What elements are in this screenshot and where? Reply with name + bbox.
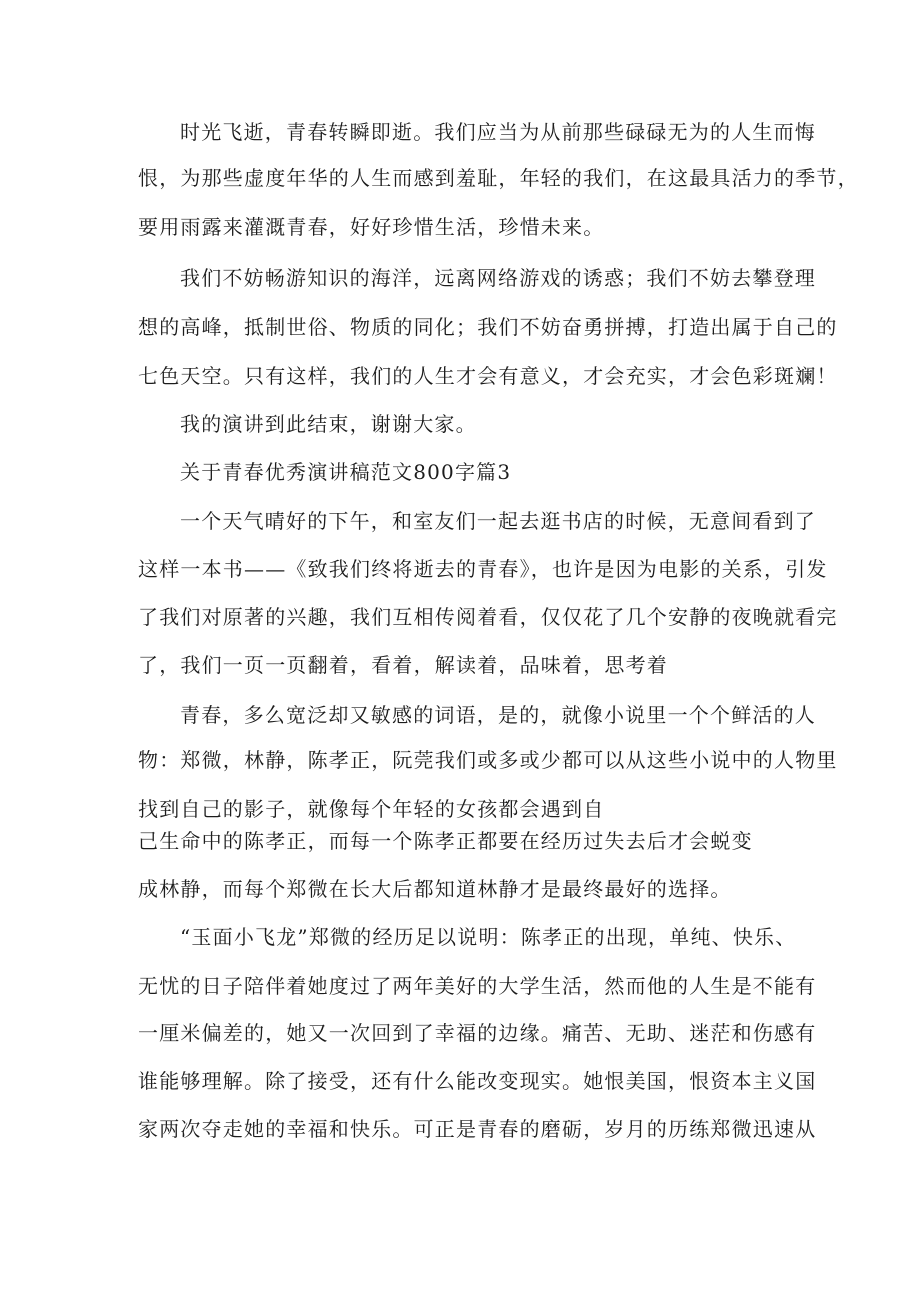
text-line: 无忧的日子陪伴着她度过了两年美好的大学生活，然而他的人生是不能有: [138, 974, 817, 998]
text-line: “玉面小飞龙”郑微的经历足以说明：陈孝正的出现，单纯、快乐、: [180, 925, 797, 949]
text-line: 己生命中的陈孝正，而每一个陈孝正都要在经历过失去后才会蜕变: [138, 829, 753, 853]
text-line: 时光飞逝，青春转瞬即逝。我们应当为从前那些碌碌无为的人生而悔: [180, 120, 816, 144]
text-line: 谁能够理解。除了接受，还有什么能改变现实。她恨美国，恨资本主义国: [138, 1069, 817, 1093]
text-line: 了，我们一页一页翻着，看着，解读着，品味着，思考着: [138, 653, 668, 677]
text-line: 一个天气晴好的下午，和室友们一起去逛书店的时候，无意间看到了: [180, 509, 816, 533]
section-heading: 关于青春优秀演讲稿范文800字篇3: [180, 460, 512, 484]
text-line: 一厘米偏差的，她又一次回到了幸福的边缘。痛苦、无助、迷茫和伤感有: [138, 1021, 817, 1045]
text-line: 我的演讲到此结束，谢谢大家。: [180, 412, 477, 436]
text-line: 七色天空。只有这样，我们的人生才会有意义，才会充实，才会色彩斑斓！: [138, 364, 838, 388]
text-line: 了我们对原著的兴趣，我们互相传阅着看，仅仅花了几个安静的夜晚就看完: [138, 605, 838, 629]
text-line: 家两次夺走她的幸福和快乐。可正是青春的磨砺，岁月的历练郑微迅速从: [138, 1117, 817, 1141]
text-line: 要用雨露来灌溉青春，好好珍惜生活，珍惜未来。: [138, 215, 605, 239]
text-line: 物：郑微，林静，陈孝正，阮莞我们或多或少都可以从这些小说中的人物里: [138, 748, 838, 772]
text-line: 我们不妨畅游知识的海洋，远离网络游戏的诱惑；我们不妨去攀登理: [180, 266, 816, 290]
text-line: 成林静，而每个郑微在长大后都知道林静才是最终最好的选择。: [138, 877, 732, 901]
text-line: 恨，为那些虚度年华的人生而感到羞耻，年轻的我们，在这最具活力的季节，: [138, 166, 859, 190]
text-line: 想的高峰，抵制世俗、物质的同化；我们不妨奋勇拼搏，打造出属于自己的: [138, 315, 838, 339]
text-line: 这样一本书——《致我们终将逝去的青春》，也许是因为电影的关系，引发: [138, 557, 828, 581]
text-line: 找到自己的影子，就像每个年轻的女孩都会遇到自: [138, 797, 605, 821]
text-line: 青春，多么宽泛却又敏感的词语，是的，就像小说里一个个鲜活的人: [180, 703, 816, 727]
